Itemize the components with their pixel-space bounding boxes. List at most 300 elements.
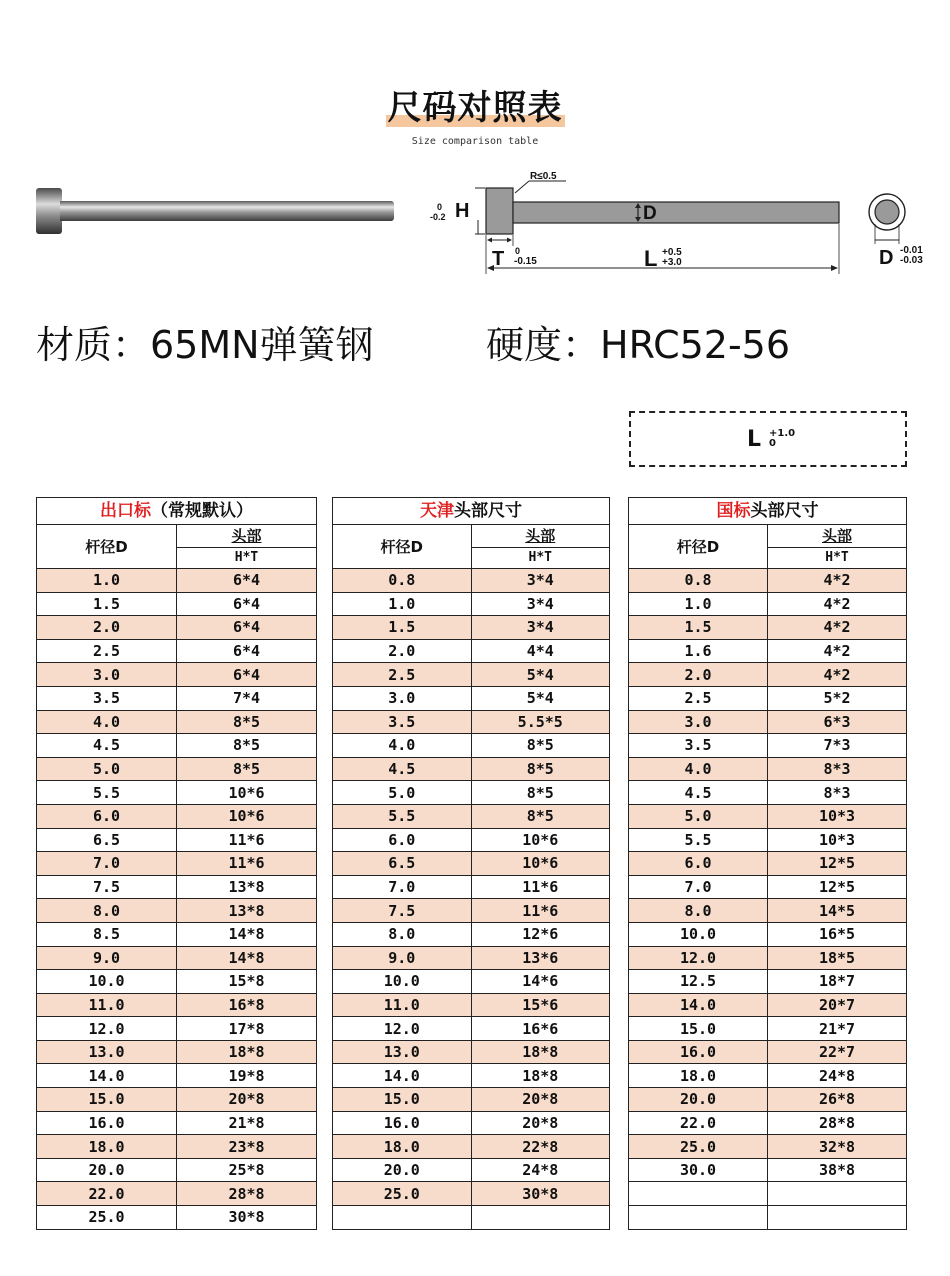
title-wrap (0, 80, 950, 129)
head-size-cell: 38*8 (768, 1158, 907, 1182)
t-tol-top: 0 (515, 246, 521, 256)
t-tol-bottom: -0.15 (514, 256, 537, 267)
head-size-cell: 16*5 (768, 922, 907, 946)
table-row (333, 1111, 610, 1135)
table-row (629, 663, 907, 687)
table-title-rest: （常规默认） (151, 501, 253, 521)
head-size-cell: 6*4 (177, 639, 317, 663)
head-size-cell: 28*8 (768, 1111, 907, 1135)
l-tol-bottom: +3.0 (662, 257, 682, 268)
head-size-cell: 22*7 (768, 1040, 907, 1064)
head-size-cell: 24*8 (471, 1158, 610, 1182)
head-size-cell: 8*3 (768, 781, 907, 805)
table-row (629, 1040, 907, 1064)
head-size-cell: 18*8 (471, 1064, 610, 1088)
head-size-cell: 5*4 (471, 686, 610, 710)
diameter-cell: 12.0 (629, 946, 768, 970)
table-row (333, 781, 610, 805)
diameter-cell: 10.0 (333, 970, 472, 994)
head-size-cell: 15*8 (177, 970, 317, 994)
table-row (37, 734, 317, 758)
diameter-cell: 16.0 (37, 1111, 177, 1135)
head-size-cell: 4*2 (768, 569, 907, 593)
diameter-cell: 12.5 (629, 970, 768, 994)
head-size-cell: 8*3 (768, 757, 907, 781)
head-size-cell: 16*6 (471, 1017, 610, 1041)
diameter-cell: 7.5 (333, 899, 472, 923)
table-row (629, 875, 907, 899)
head-size-cell: 10*6 (471, 828, 610, 852)
diameter-cell: 5.5 (333, 804, 472, 828)
diameter-cell: 2.5 (37, 639, 177, 663)
head-size-cell: 28*8 (177, 1182, 317, 1206)
diameter-cell: 4.0 (37, 710, 177, 734)
table-row (37, 1040, 317, 1064)
table-row (333, 970, 610, 994)
head-size-cell: 11*6 (177, 852, 317, 876)
table-row (333, 1064, 610, 1088)
diameter-cell: 14.0 (333, 1064, 472, 1088)
head-size-cell: 13*6 (471, 946, 610, 970)
table-row (37, 686, 317, 710)
diameter-cell: 15.0 (629, 1017, 768, 1041)
diameter-cell: 4.0 (333, 734, 472, 758)
l-tol-top: +0.5 (662, 247, 682, 258)
size-table-export (36, 497, 317, 1230)
column-header-ht: H*T (768, 548, 907, 569)
size-table-national (628, 497, 907, 1230)
head-size-cell: 18*8 (177, 1040, 317, 1064)
diameter-cell: 6.0 (37, 804, 177, 828)
table-row (629, 710, 907, 734)
table-body (629, 569, 907, 1230)
table-row (333, 946, 610, 970)
table-row (629, 592, 907, 616)
diameter-cell: 1.0 (629, 592, 768, 616)
diameter-cell: 5.0 (333, 781, 472, 805)
table-row (629, 946, 907, 970)
table-row (37, 710, 317, 734)
table-body (333, 569, 610, 1230)
head-size-cell: 20*8 (177, 1088, 317, 1112)
head-size-cell: 20*8 (471, 1111, 610, 1135)
size-table-tianjin (332, 497, 610, 1230)
head-size-cell: 21*7 (768, 1017, 907, 1041)
l-label: L (644, 246, 658, 271)
head-size-cell: 11*6 (471, 899, 610, 923)
diameter-cell: 8.5 (37, 922, 177, 946)
h-label: H (455, 200, 470, 222)
column-header-head: 头部 (471, 525, 610, 548)
head-size-cell: 8*5 (177, 734, 317, 758)
table-row (37, 1017, 317, 1041)
table-title (629, 498, 907, 525)
table-row (333, 734, 610, 758)
diameter-cell: 18.0 (333, 1135, 472, 1159)
diameter-cell: 5.5 (37, 781, 177, 805)
table-row (629, 899, 907, 923)
table-row (333, 686, 610, 710)
diameter-cell: 10.0 (629, 922, 768, 946)
table-row (629, 828, 907, 852)
head-size-cell: 25*8 (177, 1158, 317, 1182)
head-size-cell: 5*4 (471, 663, 610, 687)
diameter-cell: 0.8 (333, 569, 472, 593)
head-size-cell: 4*2 (768, 639, 907, 663)
head-size-cell: 10*3 (768, 828, 907, 852)
diameter-cell: 11.0 (333, 993, 472, 1017)
table-row (333, 1158, 610, 1182)
table-row (629, 1206, 907, 1230)
diameter-cell: 13.0 (333, 1040, 472, 1064)
table-row (333, 639, 610, 663)
table-row (37, 592, 317, 616)
head-size-cell: 6*4 (177, 616, 317, 640)
column-header-head: 头部 (177, 525, 317, 548)
diameter-cell: 3.5 (629, 734, 768, 758)
table-row (629, 922, 907, 946)
table-row (37, 663, 317, 687)
diameter-cell: 3.5 (333, 710, 472, 734)
table-row (37, 639, 317, 663)
table-row (37, 1111, 317, 1135)
table-row (37, 757, 317, 781)
diameter-cell: 25.0 (629, 1135, 768, 1159)
diameter-cell: 1.5 (333, 616, 472, 640)
table-row (37, 828, 317, 852)
head-size-cell: 14*8 (177, 946, 317, 970)
table-row (333, 1135, 610, 1159)
table-row (333, 616, 610, 640)
head-size-cell: 12*5 (768, 852, 907, 876)
diameter-cell: 4.5 (37, 734, 177, 758)
head-size-cell: 6*4 (177, 663, 317, 687)
head-size-cell: 30*8 (177, 1206, 317, 1230)
table-row (37, 970, 317, 994)
table-row (37, 1158, 317, 1182)
head-size-cell: 8*5 (471, 804, 610, 828)
diameter-cell: 15.0 (37, 1088, 177, 1112)
diameter-cell: 16.0 (629, 1040, 768, 1064)
table-row (333, 922, 610, 946)
diameter-cell: 7.5 (37, 875, 177, 899)
table-row (629, 1111, 907, 1135)
table-row (333, 804, 610, 828)
head-size-cell: 7*3 (768, 734, 907, 758)
dimension-drawing (428, 164, 938, 280)
table-row (333, 757, 610, 781)
table-row (333, 592, 610, 616)
table-row (37, 616, 317, 640)
l-box-tolerance (769, 429, 795, 449)
diameter-cell: 1.6 (629, 639, 768, 663)
diameter-cell: 5.0 (629, 804, 768, 828)
table-title-highlight: 国标 (716, 501, 751, 521)
diameter-cell: 9.0 (333, 946, 472, 970)
diameter-cell: 2.0 (37, 616, 177, 640)
table-title (37, 498, 317, 525)
table-title-highlight: 出口标 (100, 501, 151, 521)
table-row (629, 1158, 907, 1182)
table-row (333, 1182, 610, 1206)
column-header-ht: H*T (471, 548, 610, 569)
diameter-cell: 14.0 (629, 993, 768, 1017)
radius-label: R≤0.5 (530, 171, 557, 182)
diameter-cell: 1.5 (37, 592, 177, 616)
diameter-cell (629, 1206, 768, 1230)
column-header-diameter: 杆径D (333, 525, 472, 569)
head-size-cell: 14*6 (471, 970, 610, 994)
table-row (37, 852, 317, 876)
head-size-cell: 13*8 (177, 899, 317, 923)
table-row (629, 757, 907, 781)
table-row (37, 922, 317, 946)
h-tol-bottom: -0.2 (430, 212, 446, 222)
diameter-cell: 2.5 (333, 663, 472, 687)
table-row (333, 993, 610, 1017)
table-row (629, 616, 907, 640)
diameter-cell: 8.0 (629, 899, 768, 923)
d2-label: D (879, 247, 894, 269)
table-row (629, 1135, 907, 1159)
diameter-cell: 1.0 (333, 592, 472, 616)
head-size-cell: 10*6 (177, 804, 317, 828)
table-row (629, 993, 907, 1017)
head-size-cell: 6*4 (177, 569, 317, 593)
diameter-cell: 18.0 (37, 1135, 177, 1159)
table-row (629, 639, 907, 663)
table-row (333, 710, 610, 734)
head-size-cell: 4*2 (768, 663, 907, 687)
diameter-cell: 7.0 (37, 852, 177, 876)
table-row (333, 852, 610, 876)
diameter-cell: 6.5 (37, 828, 177, 852)
head-size-cell: 12*6 (471, 922, 610, 946)
table-row (333, 663, 610, 687)
head-size-cell: 8*5 (177, 757, 317, 781)
head-size-cell: 20*8 (471, 1088, 610, 1112)
l-box-tol-top: +1.0 (769, 428, 796, 439)
diameter-cell (629, 1182, 768, 1206)
table-row (333, 828, 610, 852)
table-row (37, 899, 317, 923)
head-size-cell: 26*8 (768, 1088, 907, 1112)
head-size-cell: 6*3 (768, 710, 907, 734)
table-row (37, 1088, 317, 1112)
table-row (629, 1182, 907, 1206)
diameter-cell: 2.0 (629, 663, 768, 687)
head-size-cell: 3*4 (471, 592, 610, 616)
diameter-cell: 0.8 (629, 569, 768, 593)
diameter-cell: 25.0 (37, 1206, 177, 1230)
diameter-cell: 13.0 (37, 1040, 177, 1064)
diameter-cell: 8.0 (37, 899, 177, 923)
diameter-cell: 14.0 (37, 1064, 177, 1088)
diameter-cell: 3.0 (629, 710, 768, 734)
table-row (37, 781, 317, 805)
length-tolerance-box (629, 411, 907, 467)
head-size-cell: 8*5 (471, 734, 610, 758)
head-size-cell: 11*6 (177, 828, 317, 852)
head-size-cell: 4*2 (768, 616, 907, 640)
table-row (333, 1088, 610, 1112)
table-row (37, 1182, 317, 1206)
head-size-cell: 17*8 (177, 1017, 317, 1041)
diameter-cell: 10.0 (37, 970, 177, 994)
head-size-cell: 3*4 (471, 569, 610, 593)
page-title: 尺码对照表 (384, 80, 567, 129)
table-row (333, 569, 610, 593)
d-label: D (643, 203, 657, 224)
head-size-cell: 13*8 (177, 875, 317, 899)
head-size-cell: 8*5 (177, 710, 317, 734)
head-size-cell: 8*5 (471, 757, 610, 781)
diameter-cell: 16.0 (333, 1111, 472, 1135)
diameter-cell: 20.0 (629, 1088, 768, 1112)
head-size-cell: 16*8 (177, 993, 317, 1017)
diameter-cell: 12.0 (333, 1017, 472, 1041)
table-title-highlight: 天津 (420, 501, 454, 521)
ejector-pin-photo (36, 186, 396, 236)
head-size-cell: 4*2 (768, 592, 907, 616)
diameter-cell: 7.0 (629, 875, 768, 899)
head-size-cell: 21*8 (177, 1111, 317, 1135)
d2-tol-bottom: -0.03 (900, 255, 923, 266)
table-row (629, 781, 907, 805)
table-row (629, 686, 907, 710)
table-row (629, 852, 907, 876)
table-row (37, 993, 317, 1017)
table-row (37, 569, 317, 593)
head-size-cell: 10*3 (768, 804, 907, 828)
diameter-cell: 6.5 (333, 852, 472, 876)
table-row (333, 1040, 610, 1064)
diameter-cell: 25.0 (333, 1182, 472, 1206)
diameter-cell (333, 1206, 472, 1230)
head-size-cell: 7*4 (177, 686, 317, 710)
head-size-cell: 15*6 (471, 993, 610, 1017)
diameter-cell: 18.0 (629, 1064, 768, 1088)
table-row (333, 1206, 610, 1230)
table-row (629, 1064, 907, 1088)
column-header-diameter: 杆径D (629, 525, 768, 569)
diameter-cell: 30.0 (629, 1158, 768, 1182)
diameter-cell: 6.0 (333, 828, 472, 852)
head-size-cell: 11*6 (471, 875, 610, 899)
head-size-cell: 18*7 (768, 970, 907, 994)
head-size-cell: 30*8 (471, 1182, 610, 1206)
table-row (333, 1017, 610, 1041)
l-box-label: L (747, 427, 762, 452)
table-row (333, 899, 610, 923)
diameter-cell: 20.0 (37, 1158, 177, 1182)
head-size-cell: 3*4 (471, 616, 610, 640)
page-subtitle: Size comparison table (411, 136, 539, 147)
diameter-cell: 1.5 (629, 616, 768, 640)
d2-tol-top: -0.01 (900, 245, 923, 256)
table-row (333, 875, 610, 899)
table-row (629, 1088, 907, 1112)
diameter-cell: 5.5 (629, 828, 768, 852)
diameter-cell: 1.0 (37, 569, 177, 593)
table-row (629, 734, 907, 758)
head-size-cell (768, 1182, 907, 1206)
head-size-cell (471, 1206, 610, 1230)
hardness-spec: 硬度：HRC52-56 (486, 323, 791, 367)
head-size-cell: 14*5 (768, 899, 907, 923)
diameter-cell: 4.5 (333, 757, 472, 781)
diameter-cell: 4.0 (629, 757, 768, 781)
l-box-tol-bottom: 0 (769, 438, 776, 449)
diameter-cell: 2.5 (629, 686, 768, 710)
diameter-cell: 11.0 (37, 993, 177, 1017)
table-row (37, 946, 317, 970)
t-label: T (492, 248, 505, 270)
diameter-cell: 22.0 (37, 1182, 177, 1206)
table-row (629, 569, 907, 593)
diameter-cell: 6.0 (629, 852, 768, 876)
head-size-cell: 10*6 (177, 781, 317, 805)
diameter-cell: 12.0 (37, 1017, 177, 1041)
diameter-cell: 2.0 (333, 639, 472, 663)
column-header-ht: H*T (177, 548, 317, 569)
head-size-cell (768, 1206, 907, 1230)
head-size-cell: 19*8 (177, 1064, 317, 1088)
head-size-cell: 10*6 (471, 852, 610, 876)
column-header-head: 头部 (768, 525, 907, 548)
table-row (629, 1017, 907, 1041)
head-size-cell: 6*4 (177, 592, 317, 616)
head-size-cell: 24*8 (768, 1064, 907, 1088)
diameter-cell: 15.0 (333, 1088, 472, 1112)
table-title-rest: 头部尺寸 (750, 501, 819, 521)
table-row (37, 1135, 317, 1159)
h-tol-top: 0 (437, 202, 443, 212)
diameter-cell: 7.0 (333, 875, 472, 899)
material-spec: 材质：65MN弹簧钢 (36, 323, 374, 367)
head-size-cell: 20*7 (768, 993, 907, 1017)
diameter-cell: 3.5 (37, 686, 177, 710)
diameter-cell: 22.0 (629, 1111, 768, 1135)
table-body (37, 569, 317, 1230)
diameter-cell: 3.0 (333, 686, 472, 710)
head-size-cell: 5*2 (768, 686, 907, 710)
head-size-cell: 4*4 (471, 639, 610, 663)
diameter-cell: 4.5 (629, 781, 768, 805)
table-row (629, 970, 907, 994)
head-size-cell: 23*8 (177, 1135, 317, 1159)
column-header-diameter: 杆径D (37, 525, 177, 569)
head-size-cell: 14*8 (177, 922, 317, 946)
head-size-cell: 18*5 (768, 946, 907, 970)
diameter-cell: 9.0 (37, 946, 177, 970)
head-size-cell: 12*5 (768, 875, 907, 899)
diameter-cell: 8.0 (333, 922, 472, 946)
diameter-cell: 3.0 (37, 663, 177, 687)
table-row (37, 875, 317, 899)
table-row (37, 1206, 317, 1230)
head-size-cell: 5.5*5 (471, 710, 610, 734)
diameter-cell: 20.0 (333, 1158, 472, 1182)
head-size-cell: 32*8 (768, 1135, 907, 1159)
head-size-cell: 18*8 (471, 1040, 610, 1064)
head-size-cell: 8*5 (471, 781, 610, 805)
table-title-rest: 头部尺寸 (454, 501, 522, 521)
table-title (333, 498, 610, 525)
table-row (37, 804, 317, 828)
head-size-cell: 22*8 (471, 1135, 610, 1159)
diameter-cell: 5.0 (37, 757, 177, 781)
